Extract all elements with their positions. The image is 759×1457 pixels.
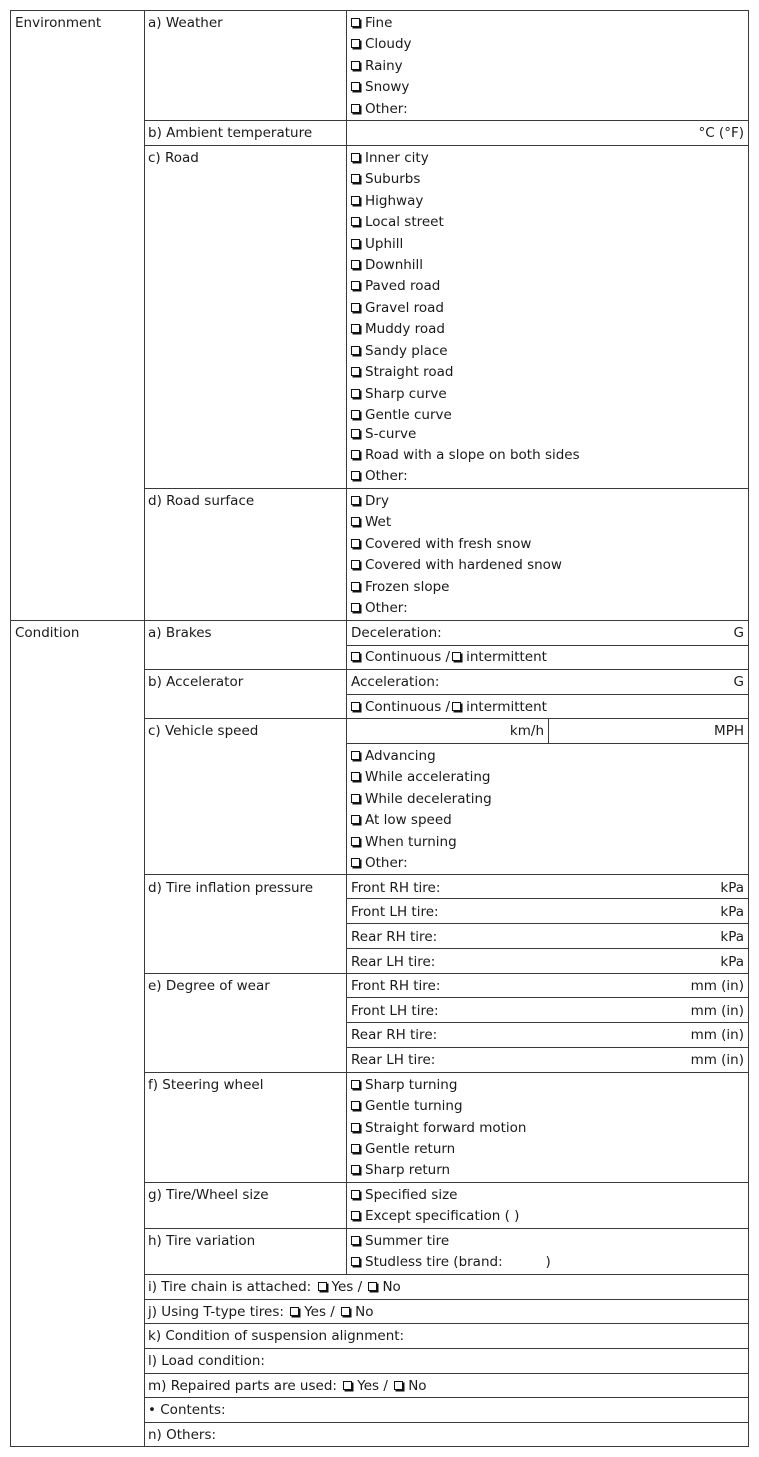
- checkbox-option[interactable]: Specified size: [351, 1187, 457, 1203]
- checkbox-option[interactable]: Road with a slope on both sides: [351, 447, 580, 463]
- checkbox-option[interactable]: Highway: [351, 193, 423, 209]
- acceleration-label: Acceleration:: [351, 674, 440, 690]
- checkbox-option[interactable]: Other:: [351, 600, 408, 616]
- wear-row-unit: mm (in): [690, 1027, 744, 1043]
- deceleration-unit: G: [733, 625, 744, 641]
- checkbox-icon[interactable]: [351, 582, 360, 591]
- checkbox-icon[interactable]: [351, 772, 360, 781]
- checkbox-option[interactable]: Covered with hardened snow: [351, 557, 562, 573]
- wear-row-unit: mm (in): [690, 1003, 744, 1019]
- checkbox-option[interactable]: Rainy: [351, 58, 403, 74]
- wear-row-label: Front LH tire:: [351, 1003, 439, 1019]
- checkbox-option[interactable]: Covered with fresh snow: [351, 536, 531, 552]
- checkbox-icon[interactable]: [351, 389, 360, 398]
- environment-cell: [10, 10, 145, 621]
- condition-cell: [10, 620, 145, 1447]
- checkbox-option[interactable]: Suburbs: [351, 171, 420, 187]
- checkbox-icon[interactable]: [351, 702, 360, 711]
- checkbox-icon[interactable]: [351, 1211, 360, 1220]
- deceleration-label: Deceleration:: [351, 625, 442, 641]
- wear-row-unit: mm (in): [690, 978, 744, 994]
- wear-row-label: Front RH tire:: [351, 978, 441, 994]
- checkbox-option[interactable]: Other:: [351, 468, 408, 484]
- wear-row-label: Rear LH tire:: [351, 1052, 436, 1068]
- pressure-row-unit: kPa: [720, 880, 744, 896]
- checkbox-option[interactable]: Snowy: [351, 79, 409, 95]
- speed-mph-unit: MPH: [714, 723, 744, 739]
- acceleration-unit: G: [733, 674, 744, 690]
- checkbox-icon[interactable]: [351, 61, 360, 70]
- weather-label: a) Weather: [148, 15, 223, 31]
- checkbox-option[interactable]: Frozen slope: [351, 579, 449, 595]
- checkbox-icon[interactable]: [351, 858, 360, 867]
- road-label-cell: [144, 145, 347, 489]
- speed-label-cell: [144, 718, 347, 875]
- checkbox-icon[interactable]: [341, 1307, 350, 1316]
- checkbox-icon[interactable]: [351, 1123, 360, 1132]
- checkbox-option[interactable]: Other:: [351, 101, 408, 117]
- steering-label: f) Steering wheel: [148, 1077, 264, 1093]
- ambient-label: b) Ambient temperature: [148, 125, 313, 141]
- ambient-value-cell: [346, 120, 749, 146]
- speed-kmh-unit: km/h: [509, 723, 544, 739]
- checkbox-icon[interactable]: [452, 702, 461, 711]
- checkbox-icon[interactable]: [351, 260, 360, 269]
- pressure-row-unit: kPa: [720, 929, 744, 945]
- chain-question: i) Tire chain is attached: Yes / No: [148, 1279, 401, 1295]
- speed-label: c) Vehicle speed: [148, 723, 259, 739]
- pressure-label: d) Tire inflation pressure: [148, 880, 314, 896]
- wear-row-label: Rear RH tire:: [351, 1027, 438, 1043]
- repaired-question: m) Repaired parts are used: Yes / No: [148, 1378, 427, 1394]
- ambient-unit: °C (°F): [698, 125, 744, 141]
- contents-row: [144, 1397, 749, 1423]
- checkbox-option[interactable]: Sandy place: [351, 343, 448, 359]
- checkbox-option[interactable]: Fine: [351, 15, 392, 31]
- checkbox-option[interactable]: Gentle curve: [351, 407, 452, 423]
- load-label: l) Load condition:: [148, 1353, 265, 1369]
- checkbox-icon[interactable]: [351, 346, 360, 355]
- checkbox-icon[interactable]: [351, 603, 360, 612]
- checkbox-icon[interactable]: [351, 837, 360, 846]
- checkbox-icon[interactable]: [351, 410, 360, 419]
- environment-label: Environment: [15, 15, 102, 31]
- accelerator-mode-option[interactable]: Continuous / intermittent: [351, 699, 547, 715]
- checkbox-option[interactable]: S-curve: [351, 426, 416, 442]
- checkbox-icon[interactable]: [368, 1282, 377, 1291]
- contents-label: • Contents:: [148, 1402, 226, 1418]
- checkbox-icon[interactable]: [351, 174, 360, 183]
- checkbox-icon[interactable]: [351, 82, 360, 91]
- surface-label: d) Road surface: [148, 493, 255, 509]
- checkbox-icon[interactable]: [351, 324, 360, 333]
- checkbox-icon[interactable]: [351, 560, 360, 569]
- checkbox-icon[interactable]: [351, 39, 360, 48]
- checkbox-icon[interactable]: [351, 18, 360, 27]
- wear-label: e) Degree of wear: [148, 978, 270, 994]
- checkbox-option[interactable]: Dry: [351, 493, 389, 509]
- ttype-question: j) Using T-type tires: Yes / No: [148, 1304, 374, 1320]
- checkbox-option[interactable]: Sharp turning: [351, 1077, 457, 1093]
- checkbox-icon[interactable]: [351, 104, 360, 113]
- suspension-label: k) Condition of suspension alignment:: [148, 1328, 405, 1344]
- checkbox-icon[interactable]: [351, 751, 360, 760]
- checkbox-icon[interactable]: [351, 303, 360, 312]
- variation-label: h) Tire variation: [148, 1233, 256, 1249]
- checkbox-option[interactable]: Paved road: [351, 278, 440, 294]
- checkbox-icon[interactable]: [351, 239, 360, 248]
- checkbox-icon[interactable]: [351, 153, 360, 162]
- pressure-row-unit: kPa: [720, 904, 744, 920]
- checkbox-option[interactable]: When turning: [351, 834, 457, 850]
- checkbox-option[interactable]: Other:: [351, 855, 408, 871]
- brakes-label: a) Brakes: [148, 625, 212, 641]
- checkbox-icon[interactable]: [351, 429, 360, 438]
- checkbox-icon[interactable]: [351, 196, 360, 205]
- checkbox-option[interactable]: Summer tire: [351, 1233, 449, 1249]
- checkbox-icon[interactable]: [351, 217, 360, 226]
- checkbox-icon[interactable]: [290, 1307, 299, 1316]
- checkbox-icon[interactable]: [351, 1165, 360, 1174]
- checkbox-icon[interactable]: [351, 815, 360, 824]
- pressure-row-label: Front LH tire:: [351, 904, 439, 920]
- checkbox-option[interactable]: Local street: [351, 214, 444, 230]
- checkbox-icon[interactable]: [351, 1144, 360, 1153]
- checkbox-icon[interactable]: [351, 471, 360, 480]
- checkbox-option[interactable]: Sharp return: [351, 1162, 450, 1178]
- checkbox-icon[interactable]: [351, 450, 360, 459]
- checkbox-option[interactable]: Gentle return: [351, 1141, 455, 1157]
- checkbox-option[interactable]: Straight road: [351, 364, 454, 380]
- checkbox-option[interactable]: Studless tire (brand: ): [351, 1254, 551, 1270]
- accelerator-label: b) Accelerator: [148, 674, 244, 690]
- size-label: g) Tire/Wheel size: [148, 1187, 269, 1203]
- checkbox-icon[interactable]: [351, 496, 360, 505]
- checkbox-icon[interactable]: [343, 1381, 352, 1390]
- checkbox-option[interactable]: While decelerating: [351, 791, 492, 807]
- checkbox-option[interactable]: Wet: [351, 514, 391, 530]
- wear-row-unit: mm (in): [690, 1052, 744, 1068]
- condition-label: Condition: [15, 625, 80, 641]
- checkbox-icon[interactable]: [394, 1381, 403, 1390]
- checkbox-icon[interactable]: [351, 539, 360, 548]
- checkbox-option[interactable]: Muddy road: [351, 321, 445, 337]
- pressure-row-unit: kPa: [720, 954, 744, 970]
- checkbox-icon[interactable]: [351, 1257, 360, 1266]
- checkbox-icon[interactable]: [351, 794, 360, 803]
- checkbox-option[interactable]: Uphill: [351, 236, 403, 252]
- checkbox-option[interactable]: Except specification ( ): [351, 1208, 519, 1224]
- checkbox-option[interactable]: While accelerating: [351, 769, 490, 785]
- checkbox-icon[interactable]: [351, 517, 360, 526]
- checkbox-option[interactable]: At low speed: [351, 812, 452, 828]
- checkbox-option[interactable]: Inner city: [351, 150, 429, 166]
- checkbox-option[interactable]: Cloudy: [351, 36, 412, 52]
- checkbox-icon[interactable]: [452, 652, 461, 661]
- road-label: c) Road: [148, 150, 199, 166]
- checkbox-icon[interactable]: [351, 652, 360, 661]
- checkbox-option[interactable]: Straight forward motion: [351, 1120, 526, 1136]
- checkbox-option[interactable]: Gravel road: [351, 300, 444, 316]
- checkbox-icon[interactable]: [351, 1101, 360, 1110]
- checkbox-icon[interactable]: [318, 1282, 327, 1291]
- pressure-row-label: Front RH tire:: [351, 880, 441, 896]
- checkbox-icon[interactable]: [351, 1190, 360, 1199]
- checkbox-icon[interactable]: [351, 281, 360, 290]
- others-label: n) Others:: [148, 1427, 217, 1443]
- checkbox-icon[interactable]: [351, 1080, 360, 1089]
- checkbox-option[interactable]: Downhill: [351, 257, 423, 273]
- checkbox-option[interactable]: Advancing: [351, 748, 436, 764]
- checkbox-option[interactable]: Gentle turning: [351, 1098, 463, 1114]
- brakes-mode-option[interactable]: Continuous / intermittent: [351, 649, 547, 665]
- checkbox-option[interactable]: Sharp curve: [351, 386, 447, 402]
- checkbox-icon[interactable]: [351, 367, 360, 376]
- pressure-row-label: Rear RH tire:: [351, 929, 438, 945]
- others-row: [144, 1422, 749, 1447]
- pressure-row-label: Rear LH tire:: [351, 954, 436, 970]
- checkbox-icon[interactable]: [351, 1236, 360, 1245]
